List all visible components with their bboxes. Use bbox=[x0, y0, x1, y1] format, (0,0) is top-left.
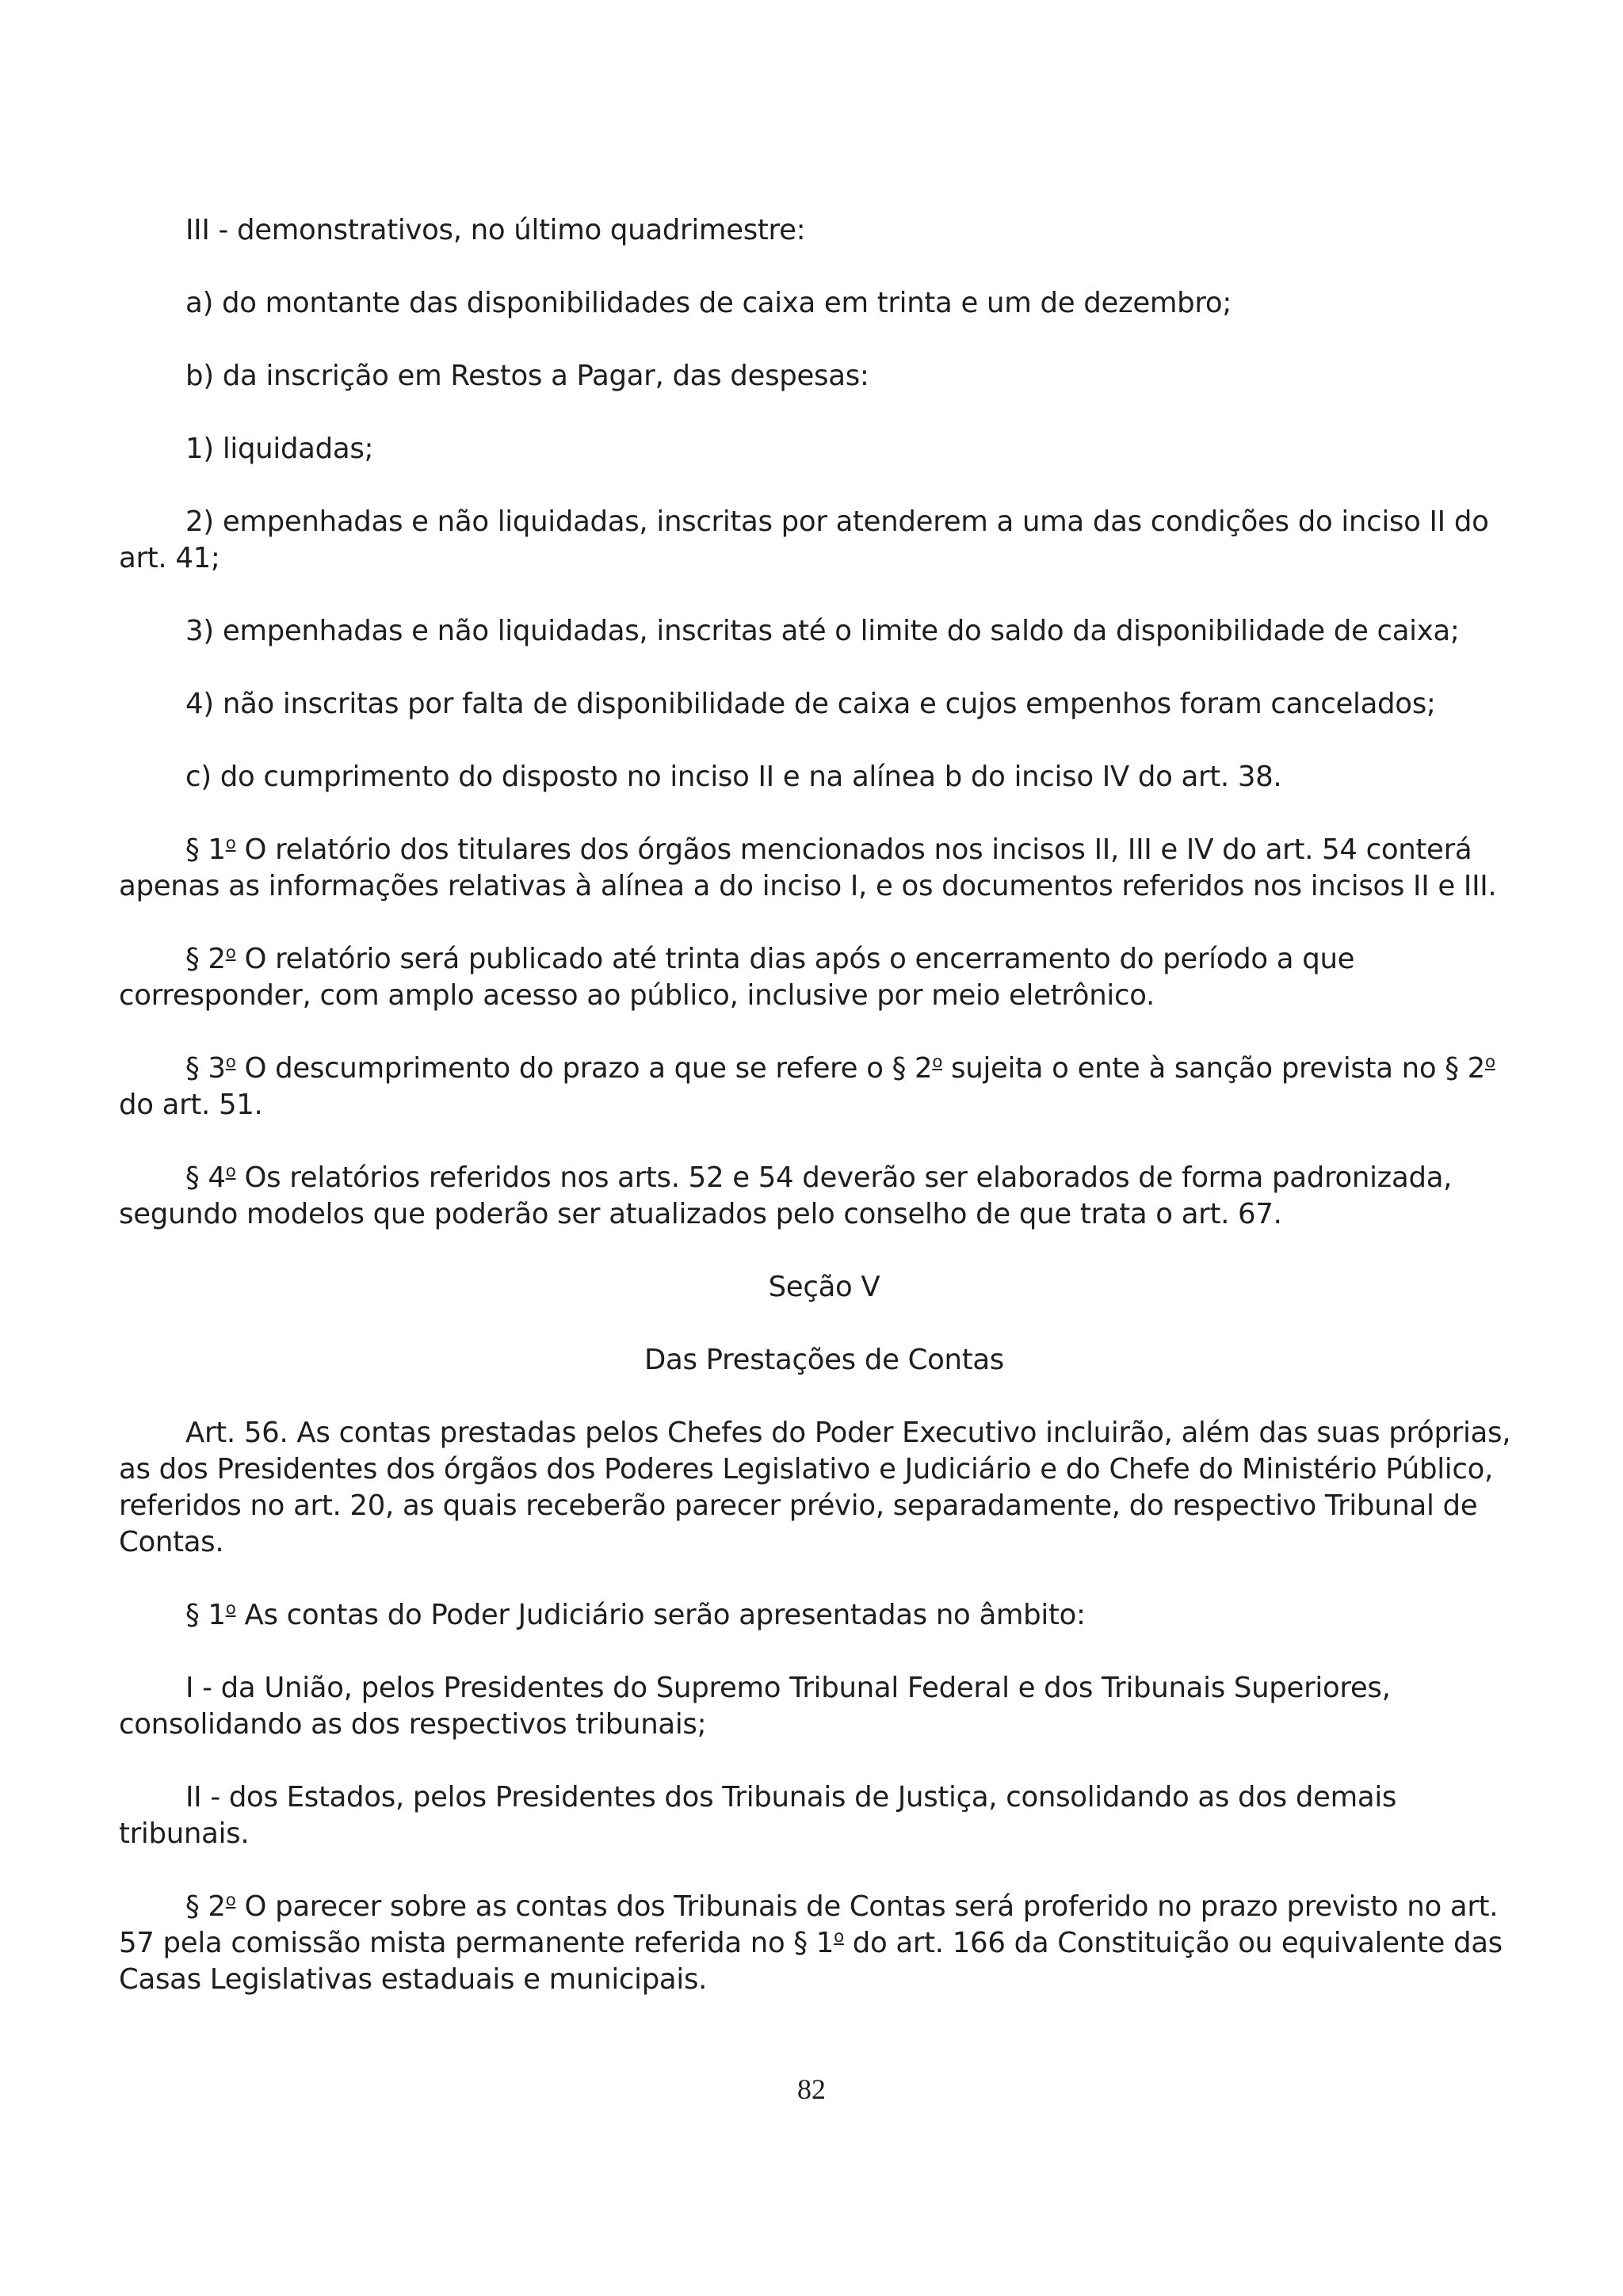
paragraph-text: III - demonstrativos, no último quadrimestre: bbox=[185, 214, 806, 246]
paragraph-text: do art. 166 da Constituição ou equivalente das Casas Legislativas estaduais e municipais. bbox=[119, 1927, 1503, 1996]
paragraph-text: 2) empenhadas e não liquidadas, inscritas por atenderem a uma das condições do inciso II do art. 41; bbox=[119, 505, 1489, 574]
paragraph bbox=[119, 212, 1529, 249]
paragraph-text: 4) não inscritas por falta de disponibilidade de caixa e cujos empenhos foram cancelados; bbox=[185, 688, 1436, 720]
paragraph bbox=[119, 358, 1529, 395]
ordinal-indicator: o bbox=[225, 1599, 236, 1619]
paragraph-text: 3) empenhadas e não liquidadas, inscritas até o limite do saldo da disponibilidade de caixa; bbox=[185, 615, 1460, 647]
ordinal-indicator: o bbox=[225, 833, 236, 854]
paragraph bbox=[119, 285, 1529, 322]
ordinal-indicator: o bbox=[225, 1052, 236, 1073]
paragraph bbox=[119, 504, 1529, 577]
paragraph-text: Das Prestações de Contas bbox=[644, 1344, 1004, 1376]
paragraph bbox=[119, 832, 1529, 905]
paragraph bbox=[119, 1160, 1529, 1233]
paragraph-text: As contas do Poder Judiciário serão apresentadas no âmbito: bbox=[235, 1599, 1086, 1631]
paragraph bbox=[119, 1670, 1529, 1743]
paragraph-text: a) do montante das disponibilidades de caixa em trinta e um de dezembro; bbox=[185, 287, 1232, 319]
paragraph-text: § 1 bbox=[185, 1599, 226, 1631]
paragraph-text: O relatório será publicado até trinta dias após o encerramento do período a que corresponder, com amplo acesso ao público, inclusive por meio eletrônico. bbox=[119, 943, 1355, 1012]
ordinal-indicator: o bbox=[834, 1927, 844, 1947]
paragraph bbox=[119, 431, 1529, 467]
ordinal-indicator: o bbox=[225, 1161, 236, 1182]
paragraph-text: § 2 bbox=[185, 943, 226, 975]
paragraph-text: O descumprimento do prazo a que se refere o § 2 bbox=[235, 1052, 933, 1085]
paragraph-text: II - dos Estados, pelos Presidentes dos Tribunais de Justiça, consolidando as dos demais tribunais. bbox=[119, 1781, 1397, 1850]
document-body bbox=[119, 212, 1529, 1998]
paragraph-text: sujeita o ente à sanção prevista no § 2 bbox=[942, 1052, 1485, 1085]
paragraph-text: § 3 bbox=[185, 1052, 226, 1085]
paragraph bbox=[119, 1415, 1529, 1561]
section-heading bbox=[119, 1342, 1529, 1379]
paragraph-text: Os relatórios referidos nos arts. 52 e 54 deverão ser elaborados de forma padronizada, segundo modelos que poderão ser atualizados pelo conselho de que trata o art. 67. bbox=[119, 1161, 1453, 1230]
paragraph bbox=[119, 1051, 1529, 1123]
paragraph-text: Seção V bbox=[768, 1271, 880, 1303]
paragraph bbox=[119, 1889, 1529, 1998]
paragraph-text: c) do cumprimento do disposto no inciso II e na alínea b do inciso IV do art. 38. bbox=[185, 761, 1282, 793]
ordinal-indicator: o bbox=[225, 1890, 236, 1911]
paragraph-text: § 4 bbox=[185, 1161, 226, 1194]
ordinal-indicator: o bbox=[1484, 1052, 1495, 1073]
paragraph bbox=[119, 941, 1529, 1014]
paragraph-text: O parecer sobre as contas dos Tribunais de Contas será proferido no prazo previsto no art. 57 pela comissão mista permanente referida no § 1 bbox=[119, 1890, 1499, 1959]
paragraph-text: Art. 56. As contas prestadas pelos Chefes do Poder Executivo incluirão, além das suas próprias, as dos Presidentes dos órgãos dos Poderes Legislativo e Judiciário e do Chefe do Ministério Público, referidos no art. 20, as quais receberão parecer prévio, separadamente, do respectivo Tribunal de Contas. bbox=[119, 1417, 1511, 1558]
page-number: 82 bbox=[797, 2073, 826, 2105]
paragraph-text: O relatório dos titulares dos órgãos mencionados nos incisos II, III e IV do art. 54 conterá apenas as informações relativas à alínea a do inciso I, e os documentos referidos nos incisos II e III. bbox=[119, 833, 1497, 902]
paragraph-text: do art. 51. bbox=[119, 1089, 263, 1121]
section-heading bbox=[119, 1269, 1529, 1306]
paragraph bbox=[119, 759, 1529, 795]
paragraph bbox=[119, 686, 1529, 723]
paragraph-text: § 1 bbox=[185, 833, 226, 866]
paragraph bbox=[119, 1779, 1529, 1852]
ordinal-indicator: o bbox=[225, 943, 236, 963]
paragraph-text: b) da inscrição em Restos a Pagar, das despesas: bbox=[185, 360, 869, 392]
ordinal-indicator: o bbox=[932, 1052, 943, 1073]
paragraph bbox=[119, 613, 1529, 650]
paragraph-text: 1) liquidadas; bbox=[185, 433, 374, 465]
paragraph-text: § 2 bbox=[185, 1890, 226, 1923]
paragraph-text: I - da União, pelos Presidentes do Supremo Tribunal Federal e dos Tribunais Superiores, consolidando as dos respectivos tribunais; bbox=[119, 1672, 1391, 1741]
paragraph bbox=[119, 1597, 1529, 1634]
